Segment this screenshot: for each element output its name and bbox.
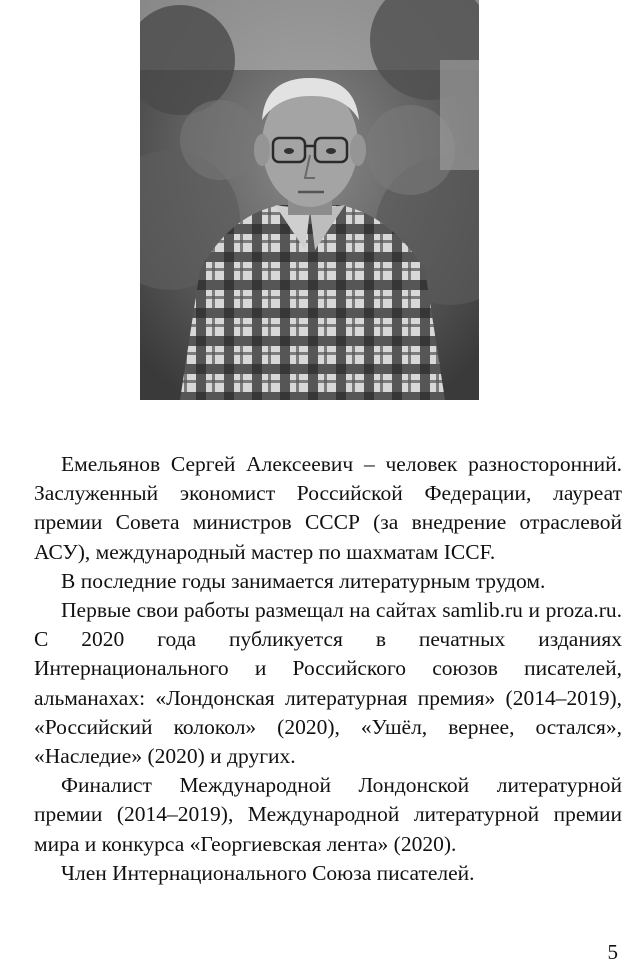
page-number: 5: [607, 940, 618, 964]
bio-paragraph: Первые свои работы размещал на сайтах samlib.ru и proza.ru. С 2020 года публикуется в печатных изданиях Интернационального и Российского союзов писателей, альманахах: «Лондонская литературная премия» (2014–2019), «Российский колокол» (2020), «Ушёл, вернее, остался», «Наследие» (2020) и других.: [34, 598, 622, 769]
bio-paragraph: В последние годы занимается литературным трудом.: [61, 568, 546, 593]
bio-paragraph: Емельянов Сергей Алексеевич – человек разносторонний. Заслуженный экономист Российской Федерации, лауреат премии Совета министров СССР (за внедрение отраслевой АСУ), международный мастер по шахматам ICCF.: [34, 452, 622, 564]
author-bio: [34, 450, 622, 888]
author-photo: [140, 0, 479, 400]
portrait-photo-icon: [140, 0, 479, 400]
bio-paragraph: Член Интернационального Союза писателей.: [61, 860, 475, 885]
bio-paragraph: Финалист Международной Лондонской литературной премии (2014–2019), Международной литературной премии мира и конкурса «Георгиевская лента» (2020).: [34, 773, 622, 856]
